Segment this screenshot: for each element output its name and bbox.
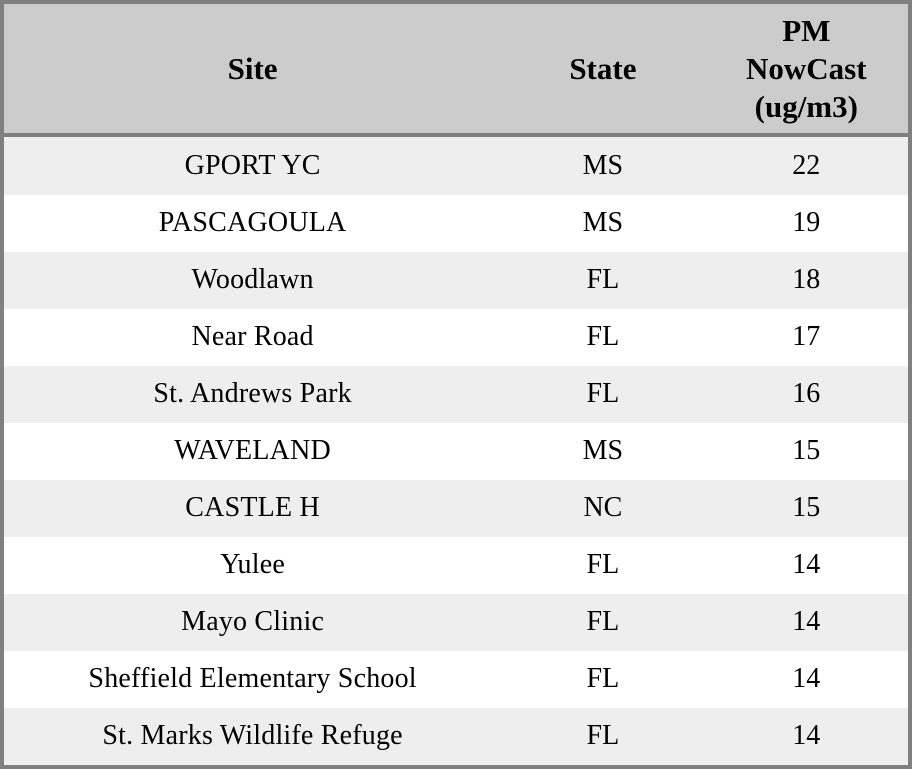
cell-site: Near Road xyxy=(4,309,501,366)
cell-state: MS xyxy=(501,423,704,480)
cell-state: FL xyxy=(501,651,704,708)
column-header-pm-nowcast xyxy=(705,4,908,135)
table-row xyxy=(4,309,908,366)
table-header-row xyxy=(4,4,908,135)
cell-state: MS xyxy=(501,195,704,252)
cell-state: FL xyxy=(501,366,704,423)
cell-pm-nowcast: 15 xyxy=(705,480,908,537)
table-header xyxy=(4,4,908,135)
cell-pm-nowcast: 19 xyxy=(705,195,908,252)
cell-pm-nowcast: 22 xyxy=(705,135,908,194)
column-header-pm-line1: PM xyxy=(782,13,831,48)
cell-pm-nowcast: 16 xyxy=(705,366,908,423)
cell-pm-nowcast: 14 xyxy=(705,594,908,651)
cell-site: PASCAGOULA xyxy=(4,195,501,252)
table-row xyxy=(4,423,908,480)
air-quality-table xyxy=(4,4,908,765)
column-header-state: State xyxy=(501,4,704,135)
column-header-site: Site xyxy=(4,4,501,135)
cell-site: Sheffield Elementary School xyxy=(4,651,501,708)
cell-site: Mayo Clinic xyxy=(4,594,501,651)
cell-state: MS xyxy=(501,135,704,194)
table-row xyxy=(4,135,908,194)
column-header-pm-line3: (ug/m3) xyxy=(754,88,858,124)
table-row xyxy=(4,537,908,594)
cell-pm-nowcast: 17 xyxy=(705,309,908,366)
cell-site: GPORT YC xyxy=(4,135,501,194)
cell-pm-nowcast: 14 xyxy=(705,708,908,765)
table-body xyxy=(4,135,908,765)
table-row xyxy=(4,651,908,708)
cell-pm-nowcast: 14 xyxy=(705,651,908,708)
cell-site: WAVELAND xyxy=(4,423,501,480)
cell-site: CASTLE H xyxy=(4,480,501,537)
table-row xyxy=(4,594,908,651)
table-row xyxy=(4,366,908,423)
cell-state: FL xyxy=(501,594,704,651)
column-header-pm-line2: NowCast xyxy=(746,50,867,86)
cell-site: St. Andrews Park xyxy=(4,366,501,423)
cell-state: FL xyxy=(501,252,704,309)
cell-pm-nowcast: 15 xyxy=(705,423,908,480)
cell-pm-nowcast: 18 xyxy=(705,252,908,309)
cell-site: St. Marks Wildlife Refuge xyxy=(4,708,501,765)
cell-site: Yulee xyxy=(4,537,501,594)
table-row xyxy=(4,480,908,537)
cell-state: NC xyxy=(501,480,704,537)
cell-state: FL xyxy=(501,537,704,594)
table-row xyxy=(4,708,908,765)
table-row xyxy=(4,252,908,309)
cell-pm-nowcast: 14 xyxy=(705,537,908,594)
cell-state: FL xyxy=(501,708,704,765)
cell-state: FL xyxy=(501,309,704,366)
table-row xyxy=(4,195,908,252)
cell-site: Woodlawn xyxy=(4,252,501,309)
